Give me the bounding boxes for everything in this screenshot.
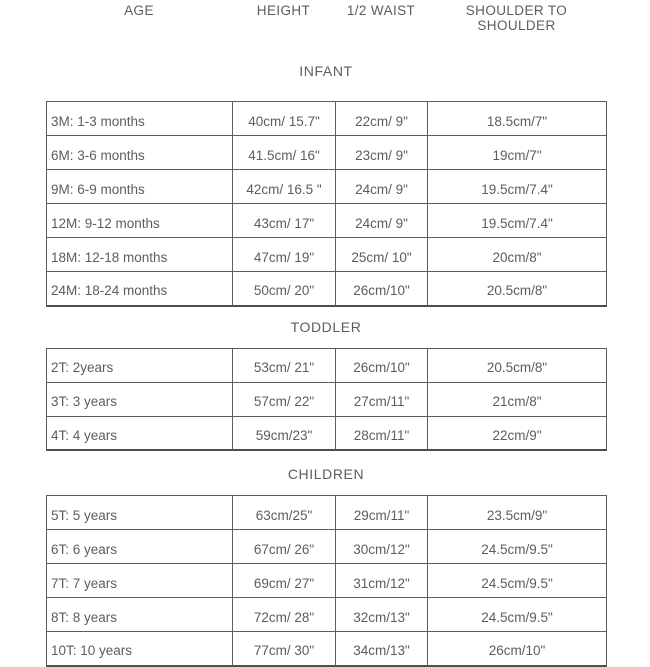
table-row: [47, 348, 607, 382]
children-size-table: [46, 495, 607, 667]
shoulder-cell: 18.5cm/7": [428, 102, 607, 136]
age-cell: 6M: 3-6 months: [47, 136, 233, 170]
age-cell: 6T: 6 years: [47, 530, 233, 564]
shoulder-cell: 26cm/10": [428, 632, 607, 666]
half-waist-cell: 29cm/11": [336, 496, 428, 530]
column-header-height: HEIGHT: [256, 3, 311, 18]
age-cell: 7T: 7 years: [47, 564, 233, 598]
shoulder-cell: 21cm/8": [428, 382, 607, 416]
section-title-toddler: TODDLER: [290, 318, 362, 335]
table-row: [47, 496, 607, 530]
height-cell: 72cm/ 28": [233, 598, 336, 632]
half-waist-cell: 23cm/ 9": [336, 136, 428, 170]
table-row: [47, 272, 607, 306]
half-waist-cell: 26cm/10": [336, 272, 428, 306]
half-waist-cell: 26cm/10": [336, 348, 428, 382]
shoulder-cell: 24.5cm/9.5": [428, 564, 607, 598]
half-waist-cell: 31cm/12": [336, 564, 428, 598]
height-cell: 53cm/ 21": [233, 348, 336, 382]
shoulder-cell: 20.5cm/8": [428, 272, 607, 306]
half-waist-cell: 32cm/13": [336, 598, 428, 632]
age-cell: 24M: 18-24 months: [47, 272, 233, 306]
height-cell: 59cm/23": [233, 416, 336, 450]
section-title-children: CHILDREN: [287, 466, 365, 482]
half-waist-cell: 30cm/12": [336, 530, 428, 564]
table-row: [47, 170, 607, 204]
age-cell: 18M: 12-18 months: [47, 238, 233, 272]
size-chart-content: [46, 0, 606, 667]
height-cell: 42cm/ 16.5 ": [233, 170, 336, 204]
age-cell: 12M: 9-12 months: [47, 204, 233, 238]
height-cell: 40cm/ 15.7": [233, 102, 336, 136]
height-cell: 41.5cm/ 16": [233, 136, 336, 170]
height-cell: 43cm/ 17": [233, 204, 336, 238]
shoulder-cell: 20.5cm/8": [428, 348, 607, 382]
shoulder-cell: 19.5cm/7.4": [428, 204, 607, 238]
age-cell: 8T: 8 years: [47, 598, 233, 632]
table-row: [47, 530, 607, 564]
shoulder-cell: 20cm/8": [428, 238, 607, 272]
table-row: [47, 204, 607, 238]
shoulder-cell: 22cm/9": [428, 416, 607, 450]
height-cell: 47cm/ 19": [233, 238, 336, 272]
shoulder-cell: 23.5cm/9": [428, 496, 607, 530]
table-row: [47, 416, 607, 450]
height-cell: 67cm/ 26": [233, 530, 336, 564]
height-cell: 57cm/ 22": [233, 382, 336, 416]
section-title-infant: INFANT: [299, 63, 353, 79]
age-cell: 4T: 4 years: [47, 416, 233, 450]
age-cell: 5T: 5 years: [47, 496, 233, 530]
column-header-row: [46, 0, 606, 33]
shoulder-cell: 24.5cm/9.5": [428, 530, 607, 564]
height-cell: 50cm/ 20": [233, 272, 336, 306]
table-row: [47, 382, 607, 416]
height-cell: 63cm/25": [233, 496, 336, 530]
age-cell: 10T: 10 years: [47, 632, 233, 666]
table-row: [47, 564, 607, 598]
column-header-shoulder-to-shoulder: SHOULDER TO SHOULDER: [465, 3, 568, 33]
half-waist-cell: 28cm/11": [336, 416, 428, 450]
infant-size-table: [46, 101, 607, 307]
shoulder-cell: 19cm/7": [428, 136, 607, 170]
half-waist-cell: 25cm/ 10": [336, 238, 428, 272]
table-row: [47, 136, 607, 170]
age-cell: 3T: 3 years: [47, 382, 233, 416]
column-header-age: AGE: [124, 3, 154, 18]
table-row: [47, 238, 607, 272]
half-waist-cell: 22cm/ 9": [336, 102, 428, 136]
age-cell: 9M: 6-9 months: [47, 170, 233, 204]
half-waist-cell: 24cm/ 9": [336, 204, 428, 238]
age-cell: 3M: 1-3 months: [47, 102, 233, 136]
table-row: [47, 598, 607, 632]
table-row: [47, 632, 607, 666]
half-waist-cell: 24cm/ 9": [336, 170, 428, 204]
column-header-half-waist: 1/2 WAIST: [346, 3, 416, 18]
age-cell: 2T: 2years: [47, 348, 233, 382]
toddler-size-table: [46, 348, 607, 452]
shoulder-cell: 19.5cm/7.4": [428, 170, 607, 204]
half-waist-cell: 27cm/11": [336, 382, 428, 416]
shoulder-cell: 24.5cm/9.5": [428, 598, 607, 632]
table-row: [47, 102, 607, 136]
height-cell: 69cm/ 27": [233, 564, 336, 598]
height-cell: 77cm/ 30": [233, 632, 336, 666]
half-waist-cell: 34cm/13": [336, 632, 428, 666]
